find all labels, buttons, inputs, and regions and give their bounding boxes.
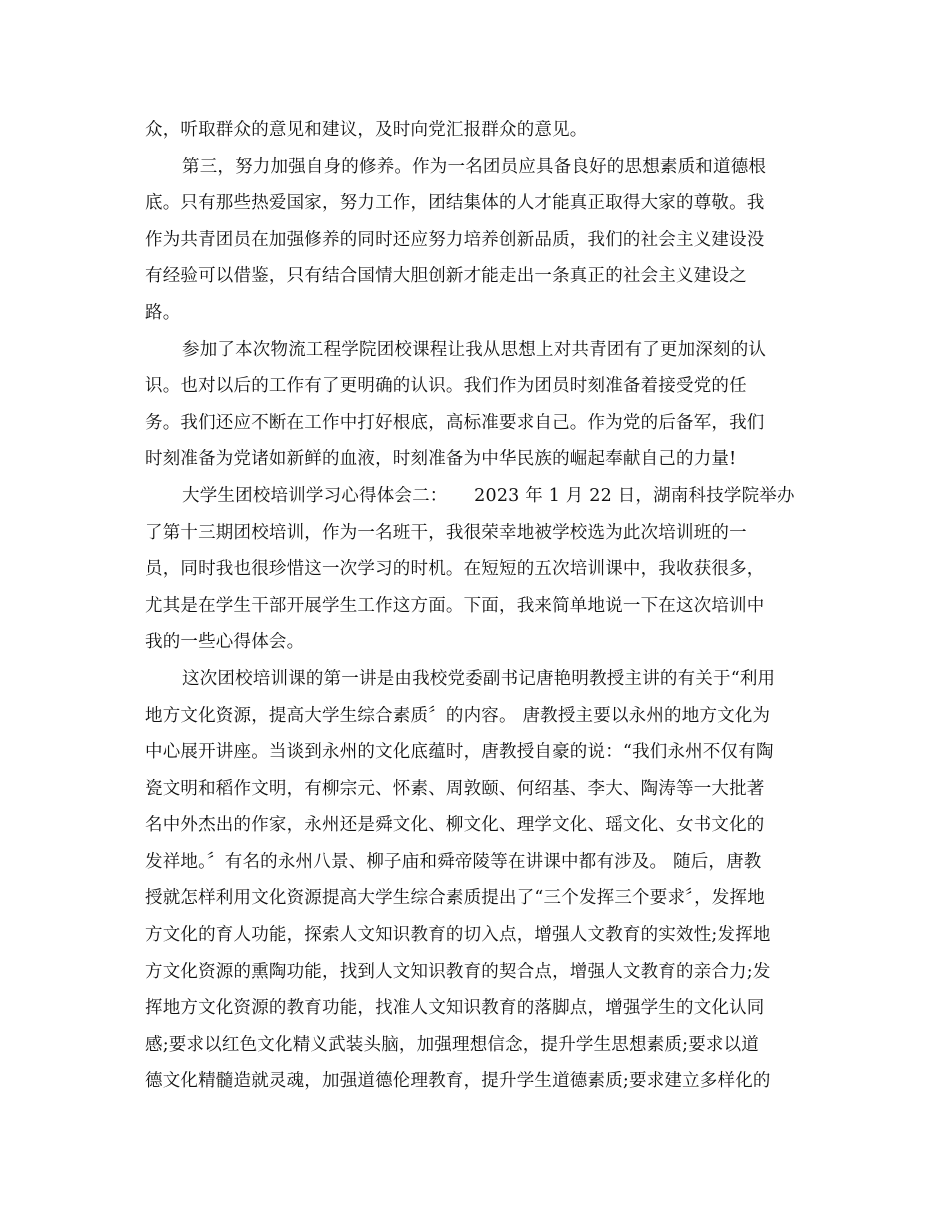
text-line-9: 务。我们还应不断在工作中打好根底，高标准要求自己。作为党的后备军，我们 — [145, 412, 765, 433]
text-line-1: 众，听取群众的意见和建议，及时向党汇报群众的意见。 — [145, 120, 588, 140]
text-line-13: 员，同时我也很珍惜这一次学习的时机。在短短的五次培训课中，我收获很多， — [145, 559, 765, 580]
text-line-25: 挥地方文化资源的教育功能，找准人文知识教育的落脚点，增强学生的文化认同 — [145, 998, 765, 1019]
text-line-11: 大学生团校培训学习心得体会二： 2023 年 1 月 22 日，湖南科技学院举办 — [182, 485, 795, 506]
text-line-8: 识。也对以后的工作有了更明确的认识。我们作为团员时刻准备着接受党的任 — [145, 376, 747, 397]
text-line-17: 地方文化资源，提高大学生综合素质〞的内容。 唐教授主要以永州的地方文化为 — [145, 705, 771, 726]
text-line-22: 授就怎样利用文化资源提高大学生综合素质提出了“三个发挥三个要求〞，发挥地 — [145, 888, 765, 909]
text-line-14: 尤其是在学生干部开展学生工作这方面。下面，我来简单地说一下在这次培训中 — [145, 595, 765, 616]
text-line-20: 名中外杰出的作家，永州还是舜文化、柳文化、理学文化、瑶文化、女书文化的 — [145, 815, 765, 836]
text-line-18: 中心展开讲座。当谈到永州的文化底蕴时，唐教授自豪的说：“我们永州不仅有陶 — [145, 742, 774, 763]
text-line-19: 瓷文明和稻作文明，有柳宗元、怀素、周敦颐、何绍基、李大、陶涛等一大批著 — [145, 778, 765, 799]
text-line-7: 参加了本次物流工程学院团校课程让我从思想上对共青团有了更加深刻的认 — [182, 339, 767, 360]
text-line-23: 方文化的育人功能，探索人文知识教育的切入点，增强人文教育的实效性;发挥地 — [145, 925, 771, 946]
text-line-27: 德文化精髓造就灵魂，加强道德伦理教育，提升学生道德素质;要求建立多样化的 — [145, 1071, 771, 1092]
text-line-26: 感;要求以红色文化精义武装头脑，加强理想信念，提升学生思想素质;要求以道 — [145, 1034, 759, 1055]
text-line-15: 我的一些心得体会。 — [145, 632, 305, 653]
text-line-12: 了第十三期团校培训，作为一名班干，我很荣幸地被学校选为此次培训班的一 — [145, 522, 747, 543]
text-line-6: 路。 — [145, 302, 181, 323]
document-body — [145, 112, 807, 1100]
text-line-21: 发祥地。〞有名的永州八景、柳子庙和舜帝陵等在讲课中都有涉及。 随后，唐教 — [145, 851, 762, 872]
text-line-3: 底。只有那些热爱国家，努力工作，团结集体的人才能真正取得大家的尊敬。我 — [145, 193, 765, 214]
text-line-2: 第三，努力加强自身的修养。作为一名团员应具备良好的思想素质和道德根 — [182, 156, 767, 177]
text-line-5: 有经验可以借鉴，只有结合国情大胆创新才能走出一条真正的社会主义建设之 — [145, 266, 747, 287]
text-line-10: 时刻准备为党诸如新鲜的血液，时刻准备为中华民族的崛起奉献自己的力量! — [145, 449, 737, 470]
text-line-24: 方文化资源的熏陶功能，找到人文知识教育的契合点，增强人文教育的亲合力;发 — [145, 961, 771, 982]
text-line-16: 这次团校培训课的第一讲是由我校党委副书记唐艳明教授主讲的有关于“利用 — [182, 668, 776, 689]
text-line-4: 作为共青团员在加强修养的同时还应努力培养创新品质，我们的社会主义建设没 — [145, 229, 765, 250]
